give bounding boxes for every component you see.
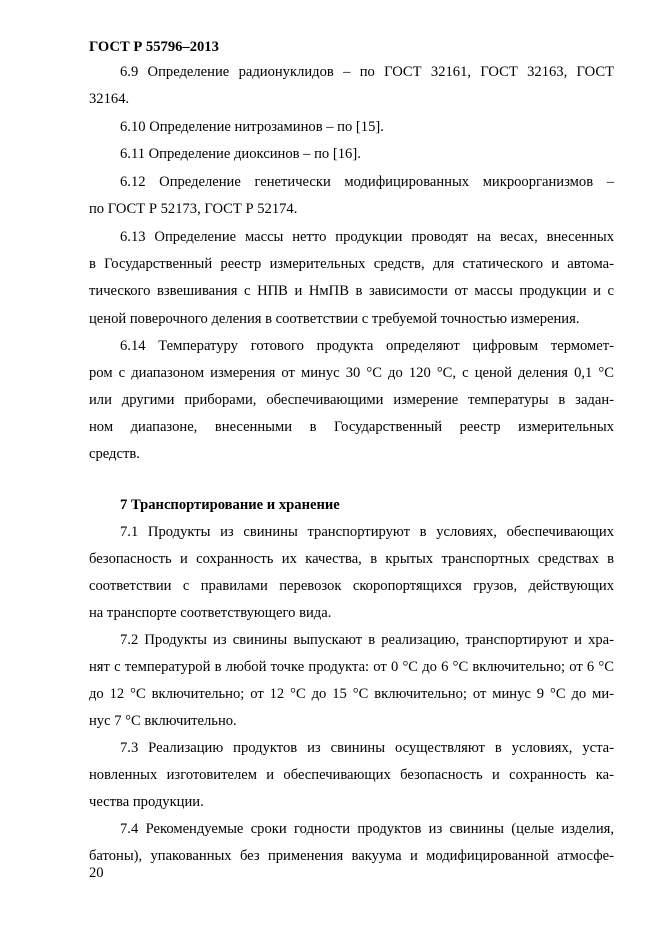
text-line: 6.11 Определение диоксинов – по [16].	[120, 146, 361, 162]
text-line: 7.3 Реализацию продуктов из свинины осуществляют в условиях, уста-	[120, 740, 614, 756]
text-line: 6.9 Определение радионуклидов – по ГОСТ 32161, ГОСТ 32163, ГОСТ	[120, 64, 614, 80]
text-line: чества продукции.	[89, 794, 204, 810]
text-line: тического взвешивания с НПВ и НмПВ в зависимости от массы продукции и с	[89, 283, 614, 299]
text-line: 32164.	[89, 91, 130, 107]
text-line: безопасность и сохранность их качества, в крытых транспортных средствах в	[89, 551, 614, 567]
text-line: нус 7 °С включительно.	[89, 713, 237, 729]
text-line: ром с диапазоном измерения от минус 30 °С до 120 °С, с ценой деления 0,1 °С	[89, 365, 614, 381]
text-line: на транспорте соответствующего вида.	[89, 605, 332, 621]
text-line: соответствии с правилами перевозок скоропортящихся грузов, действующих	[89, 578, 614, 594]
section-heading: 7 Транспортирование и хранение	[120, 497, 340, 513]
text-line: ценой поверочного деления в соответствии с требуемой точностью измерения.	[89, 311, 580, 327]
text-line: батоны), упакованных без применения вакуума и модифицированной атмосфе-	[89, 848, 614, 864]
text-line: до 12 °С включительно; от 12 °С до 15 °С включительно; от минус 9 °С до ми-	[89, 686, 614, 702]
text-line: 7.4 Рекомендуемые сроки годности продуктов из свинины (целые изделия,	[120, 821, 614, 837]
text-line: или другими приборами, обеспечивающими измерение температуры в задан-	[89, 392, 614, 408]
text-line: 6.10 Определение нитрозаминов – по [15].	[120, 119, 384, 135]
text-line: по ГОСТ Р 52173, ГОСТ Р 52174.	[89, 201, 298, 217]
text-line: 7.1 Продукты из свинины транспортируют в условиях, обеспечивающих	[120, 524, 614, 540]
text-line: новленных изготовителем и обеспечивающих безопасность и сохранность ка-	[89, 767, 614, 783]
text-line: 6.14 Температуру готового продукта определяют цифровым термомет-	[120, 338, 614, 354]
text-line: нят с температурой в любой точке продукта: от 0 °С до 6 °С включительно; от 6 °С	[89, 659, 614, 675]
text-line: ном диапазоне, внесенными в Государственный реестр измерительных	[89, 419, 614, 435]
text-line: средств.	[89, 446, 140, 462]
page-number: 20	[89, 865, 104, 881]
text-line: 6.12 Определение генетически модифицированных микроорганизмов –	[120, 174, 614, 190]
text-line: в Государственный реестр измерительных средств, для статического и автома-	[89, 256, 614, 272]
standard-header: ГОСТ Р 55796–2013	[89, 39, 219, 55]
text-line: 7.2 Продукты из свинины выпускают в реализацию, транспортируют и хра-	[120, 632, 614, 648]
text-line: 6.13 Определение массы нетто продукции проводят на весах, внесенных	[120, 229, 614, 245]
